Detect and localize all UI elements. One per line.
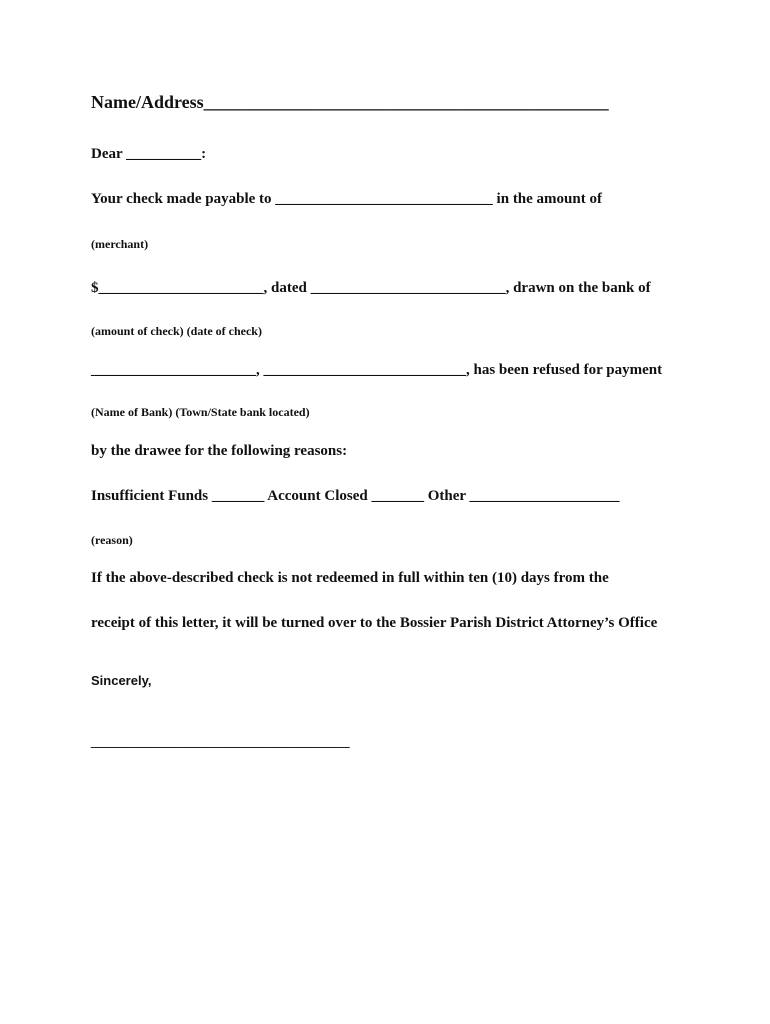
closing-text: Sincerely, bbox=[91, 673, 152, 688]
drawee-line: by the drawee for the following reasons: bbox=[91, 443, 348, 459]
reasons-line: Insufficient Funds _______ Account Closed _______ Other ____________________ bbox=[91, 488, 620, 504]
salutation-line: Dear __________: bbox=[91, 146, 207, 162]
name-address-line: Name/Address_____________________________________________ bbox=[91, 92, 609, 112]
amount-date-line: $______________________, dated __________________________, drawn on the bank of bbox=[91, 280, 651, 296]
amount-date-labels: (amount of check) (date of check) bbox=[91, 324, 262, 338]
bank-line: ______________________, ___________________________, has been refused for payment bbox=[91, 362, 663, 378]
bank-labels: (Name of Bank) (Town/State bank located) bbox=[91, 405, 310, 419]
signature-line: _______________________________ bbox=[91, 732, 350, 749]
reason-label: (reason) bbox=[91, 533, 133, 547]
merchant-label: (merchant) bbox=[91, 237, 149, 251]
check-payable-line: Your check made payable to _____________________________ in the amount of bbox=[91, 191, 602, 207]
redeem-line-2: receipt of this letter, it will be turned over to the Bossier Parish District Attorney’s Office bbox=[91, 615, 658, 631]
redeem-line-1: If the above-described check is not redeemed in full within ten (10) days from the bbox=[91, 570, 609, 586]
